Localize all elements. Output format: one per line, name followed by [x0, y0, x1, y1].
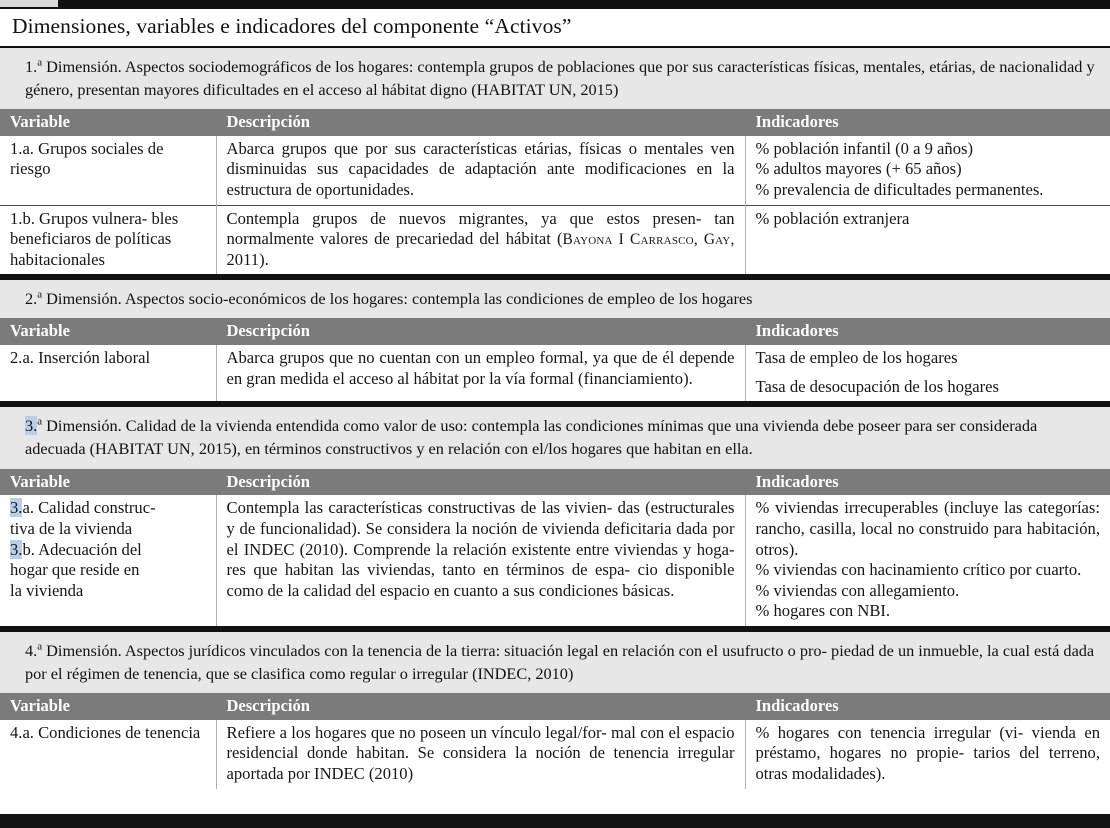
indicator-line: % viviendas irrecuperables (incluye las categorías: rancho, casilla, local no construido para habitación, otros). — [755, 498, 1100, 559]
section-intro-text-4: Dimensión. Aspectos jurídicos vinculados con la tenencia de la tierra: situación legal en relación con el usufructo o pro- piedad de un inmueble, la cual está dada por el régimen de tenencia, que se clasifica como regular o irregular (INDEC, 2010) — [25, 640, 1095, 683]
cell-indicadores: % hogares con tenencia irregular (vi- vienda en préstamo, hogares no propie- tarios del terreno, otras modalidades). — [745, 720, 1110, 789]
cell-indicadores — [745, 205, 1110, 274]
table-header-row — [0, 318, 1110, 345]
descripcion-post: 2011). — [226, 249, 269, 269]
descripcion-citation: Bayona I Carrasco, Gay, — [562, 231, 735, 249]
table-header-row — [0, 469, 1110, 496]
section-dimension-3 — [0, 407, 1110, 625]
column-header-descripcion: Descripción — [216, 109, 745, 136]
column-header-indicadores: Indicadores — [745, 693, 1110, 720]
section-intro-3 — [0, 407, 1110, 468]
column-header-descripcion: Descripción — [216, 318, 745, 345]
variable-line — [10, 560, 206, 581]
variable-line-text: tiva de la vivienda — [10, 518, 133, 538]
cell-variable: 1.b. Grupos vulnera- bles beneficiaros de políticas habitacionales — [0, 205, 216, 274]
variable-line-text: b. Adecuación del — [22, 539, 142, 559]
indicator-line: % hogares con NBI. — [755, 601, 891, 621]
section-intro-text-2: Dimensión. Aspectos socio-económicos de los hogares: contempla las condiciones de empleo de los hogares — [42, 289, 753, 309]
variable-line-text: la vivienda — [10, 580, 84, 600]
variable-line — [10, 498, 206, 519]
descripcion-pre: Contempla grupos de nuevos migrantes, ya que estos presen- tan normalmente valores de precariedad del hábitat ( — [226, 208, 735, 249]
indicator-line: Tasa de empleo de los hogares — [755, 348, 958, 368]
section-number-4: 4. — [25, 640, 38, 660]
section-number-3: 3. — [25, 416, 38, 436]
variable-line-prefix: 3. — [10, 498, 23, 518]
cell-descripcion: Abarca grupos que no cuentan con un empleo formal, ya que de él depende en gran medida el acceso al hábitat por la vía formal (financiamiento). — [216, 345, 745, 401]
section-ordinal-2: a — [37, 288, 43, 301]
variable-line-text: hogar que reside en — [10, 560, 140, 580]
table-dimension-4 — [0, 693, 1110, 788]
top-black-rule — [0, 0, 1110, 9]
column-header-variable: Variable — [0, 469, 216, 496]
column-header-variable: Variable — [0, 109, 216, 136]
table-caption: Dimensiones, variables e indicadores del componente “Activos” — [0, 9, 1110, 48]
section-number-1: 1. — [25, 56, 38, 76]
column-header-variable: Variable — [0, 318, 216, 345]
section-intro-text-1: Dimensión. Aspectos sociodemográficos de los hogares: contempla grupos de poblaciones que por sus características físicas, mentales, etárias, de nacionalidad y género, presentan mayores dificultades en el acceso al hábitat digno (HABITAT UN, 2015) — [25, 56, 1095, 99]
cell-descripcion: Abarca grupos que por sus características etárias, físicas o mentales ven disminuidas sus capacidades de adaptación ante modificaciones en la estructura de oportunidades. — [216, 136, 745, 205]
column-header-indicadores: Indicadores — [745, 318, 1110, 345]
cell-variable — [0, 495, 216, 625]
indicator-line: % prevalencia de dificultades permanentes. — [755, 180, 1044, 199]
section-dimension-4 — [0, 632, 1110, 789]
table-row — [0, 495, 1110, 625]
indicator-line: Tasa de desocupación de los hogares — [755, 376, 1000, 396]
section-intro-4 — [0, 632, 1110, 693]
table-container — [0, 9, 1110, 789]
cell-indicadores — [745, 136, 1110, 205]
section-intro-1 — [0, 48, 1110, 109]
cell-indicadores — [745, 495, 1110, 625]
cell-variable: 2.a. Inserción laboral — [0, 345, 216, 401]
indicator-line: % viviendas con hacinamiento crítico por cuarto. — [755, 560, 1082, 580]
section-dimension-1 — [0, 48, 1110, 274]
column-header-indicadores: Indicadores — [745, 109, 1110, 136]
section-ordinal-1: a — [37, 56, 43, 69]
table-row — [0, 720, 1110, 789]
table-header-row — [0, 693, 1110, 720]
section-ordinal-4: a — [37, 640, 43, 653]
table-row — [0, 345, 1110, 401]
table-dimension-3 — [0, 469, 1110, 626]
variable-line — [10, 581, 206, 602]
variable-line-text: a. Calidad construc- — [22, 498, 156, 518]
indicator-line: % adultos mayores (+ 65 años) — [755, 159, 962, 179]
indicator-line: % población extranjera — [755, 208, 910, 228]
cell-descripcion: Refiere a los hogares que no poseen un vínculo legal/for- mal con el espacio residencial donde habitan. Se considera la noción de tenencia irregular aportada por INDEC (2010) — [216, 720, 745, 789]
column-header-descripcion: Descripción — [216, 693, 745, 720]
bottom-black-rule — [0, 814, 1110, 828]
column-header-descripcion: Descripción — [216, 469, 745, 496]
variable-line — [10, 519, 206, 540]
table-dimension-2 — [0, 318, 1110, 401]
table-row — [0, 205, 1110, 274]
indicator-line: % población infantil (0 a 9 años) — [755, 138, 974, 158]
table-dimension-1 — [0, 109, 1110, 274]
section-intro-2 — [0, 280, 1110, 318]
top-grey-notch — [0, 0, 58, 7]
column-header-variable: Variable — [0, 693, 216, 720]
cell-descripcion — [216, 205, 745, 274]
section-intro-text-3: Dimensión. Calidad de la vivienda entendida como valor de uso: contempla las condiciones mínimas que una vivienda debe poseer para ser considerada adecuada (HABITAT UN, 2015), en términos constructivos y en relación con el/los hogares que habitan en ella. — [25, 416, 1038, 459]
cell-variable: 4.a. Condiciones de tenencia — [0, 720, 216, 789]
section-dimension-2 — [0, 280, 1110, 401]
section-ordinal-3: a — [37, 415, 43, 428]
table-header-row — [0, 109, 1110, 136]
variable-line — [10, 540, 206, 561]
variable-line-prefix: 3. — [10, 539, 23, 559]
column-header-indicadores: Indicadores — [745, 469, 1110, 496]
indicator-line: % viviendas con allegamiento. — [755, 580, 960, 600]
cell-variable: 1.a. Grupos sociales de riesgo — [0, 136, 216, 205]
section-number-2: 2. — [25, 289, 38, 309]
cell-indicadores — [745, 345, 1110, 401]
cell-descripcion: Contempla las características constructivas de las vivien- das (estructurales y de funcionalidad). Se considera la noción de vivienda deficitaria dada por el INDEC (2010). Comprende la relación existente entre viviendas y hoga- res que habitan las viviendas, tanto en términos de espa- cio disponible como de la calidad del espacio en cuanto a sus condiciones básicas. — [216, 495, 745, 625]
table-row — [0, 136, 1110, 205]
